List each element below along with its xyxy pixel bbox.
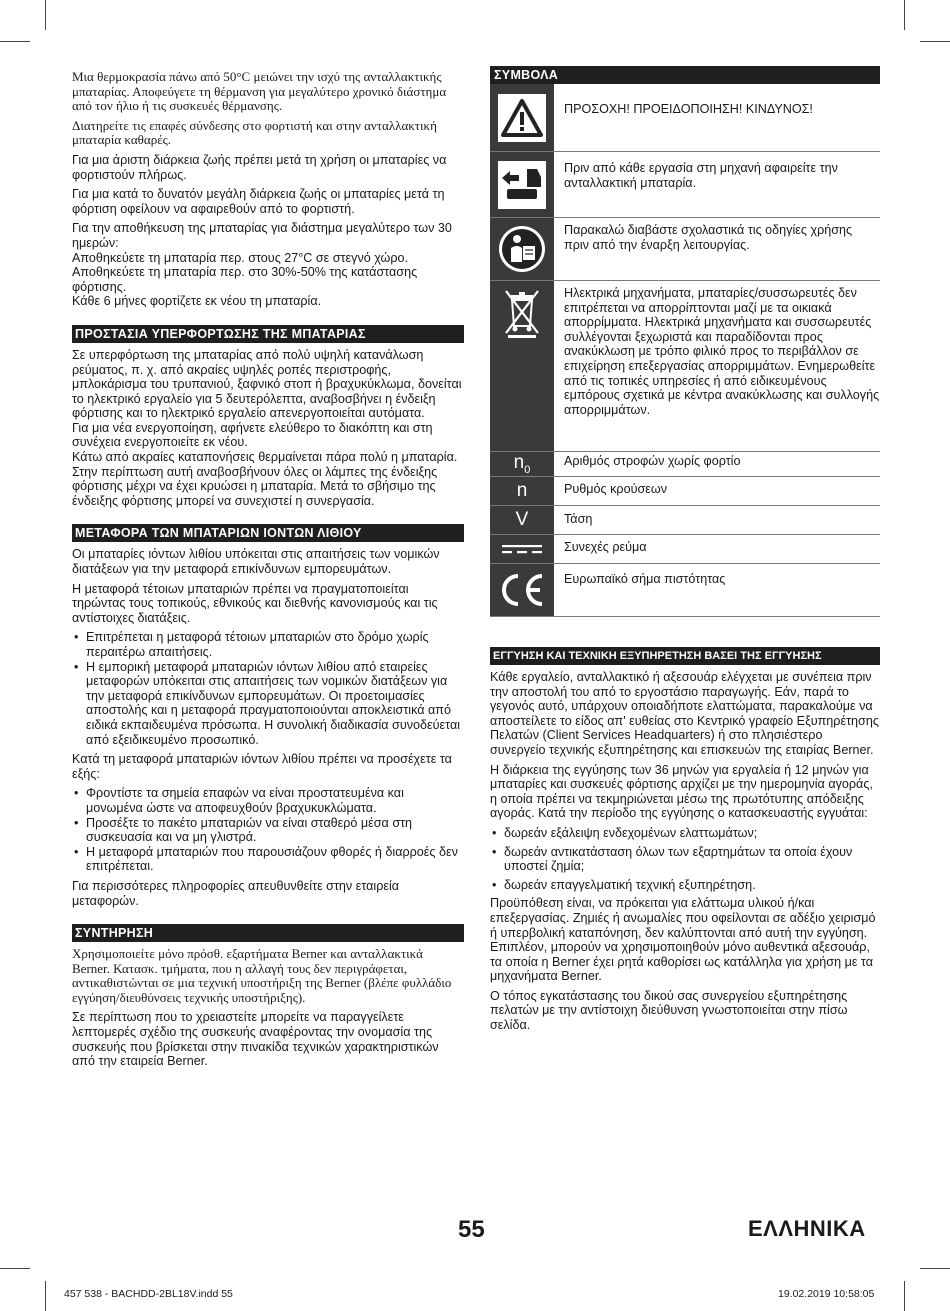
- paragraph: Κάθε 6 μήνες φορτίζετε εκ νέου τη μπαταρία.: [72, 294, 322, 309]
- language-label: ΕΛΛΗΝΙΚΑ: [748, 1216, 866, 1241]
- symbol-cell: [490, 564, 554, 616]
- dc-current-icon: [500, 542, 544, 556]
- file-info: 457 538 - BACHDD-2BL18V.indd 55: [64, 1288, 233, 1300]
- symbol-text: Παρακαλώ διαβάστε σχολαστικά τις οδηγίες χρήσης πριν από την έναρξη λειτουργίας.: [564, 223, 853, 252]
- symbol-row: [490, 152, 880, 218]
- n-symbol: n: [516, 480, 528, 501]
- paragraph: Σε υπερφόρτωση της μπαταρίας από πολύ υψηλή κατανάλωση ρεύματος, π. χ. από ακραίες υψηλές ροπές περιστροφής, μπλοκάρισμα του τρυπανιού, ξαφνικό στοπ ή βραχυκύκλωμα, δονείται το ηλεκτρικό εργαλείο για 5 δευτερόλεπτα, αναβοσβήνει η ένδειξη φόρτισης και το ηλεκτρικό εργαλείο απενεργοποιείται αυτόματα.: [72, 347, 462, 421]
- right-column: [490, 66, 880, 1038]
- symbol-row: [490, 84, 880, 152]
- read-manual-icon: [497, 224, 547, 274]
- list-item: • Προσέξτε το πακέτο μπαταριών να είναι σταθερό μέσα στη συσκευασία και να μη γλιστρά.: [72, 816, 464, 845]
- paragraph: Αποθηκεύετε τη μπαταρία περ. στο 30%-50% της κατάστασης φόρτισης.: [72, 265, 418, 294]
- crop-mark: [45, 0, 46, 30]
- crop-mark: [920, 41, 950, 42]
- paragraph: Αποθηκεύετε τη μπαταρία περ. στους 27°C σε στεγνό χώρο.: [72, 250, 409, 265]
- paragraph: Για μια άριστη διάρκεια ζωής πρέπει μετά τη χρήση οι μπαταρίες να φορτιστούν πλήρως.: [72, 152, 447, 182]
- paragraph: Για περισσότερες πληροφορίες απευθυνθείτε στην εταιρεία μεταφορών.: [72, 878, 400, 908]
- paragraph: Κάτω από ακραίες καταπονήσεις θερμαίνεται πάρα πολύ η μπαταρία. Στην περίπτωση αυτή αναβοσβήνουν όλες οι λάμπες της ένδειξης φόρτισης μέχρι να έχει κρυώσει η μπαταρία. Μετά το σβήσιμο της ένδειξης φόρτισης μπορεί να συνεχιστεί η συνεργασία.: [72, 450, 458, 508]
- symbol-text: Ρυθμός κρούσεων: [564, 482, 667, 496]
- symbol-glyph: n: [513, 452, 525, 474]
- list-item: • Επιτρέπεται η μεταφορά τέτοιων μπαταριών στο δρόμο χωρίς περαιτέρω απαιτήσεις.: [72, 630, 464, 659]
- section-heading-transport: ΜΕΤΑΦΟΡΑ ΤΩΝ ΜΠΑΤΑΡΙΩΝ ΙΟΝΤΩΝ ΛΙΘΙΟΥ: [72, 524, 464, 542]
- symbol-text: Συνεχές ρεύμα: [564, 540, 647, 554]
- list-item: • δωρεάν αντικατάσταση όλων των εξαρτημάτων τα οποία έχουν υποστεί ζημία;: [490, 845, 880, 874]
- crop-mark: [904, 1281, 905, 1311]
- symbol-row: [490, 218, 880, 281]
- symbol-cell: [490, 452, 554, 476]
- symbol-text: Ευρωπαϊκό σήμα πιστότητας: [564, 572, 726, 586]
- left-column: [72, 70, 464, 1074]
- paragraph: Η διάρκεια της εγγύησης των 36 μηνών για εργαλεία ή 12 μηνών για μπαταρίες και συσκευές φόρτισης αρχίζει με την ημερομηνία αγοράς, η οποία πρέπει να τεκμηριώνεται μέσω της πρωτότυπης απόδειξης αγοράς. Κατά την περίοδο της εγγύησης ο κατασκευαστής εγγυάται:: [490, 762, 873, 821]
- crop-mark: [0, 41, 30, 42]
- symbol-text: Πριν από κάθε εργασία στη μηχανή αφαιρείτε την ανταλλακτική μπαταρία.: [564, 161, 838, 190]
- list-item: • Φροντίστε τα σημεία επαφών να είναι προστατευμένα και μονωμένα ώστε να αποφευχθούν βραχυκυκλώματα.: [72, 786, 464, 815]
- paragraph: Για μια νέα ενεργοποίηση, αφήνετε ελεύθερο το διακόπτη και στη συνέχεια ενεργοποιείτε εκ νέου.: [72, 420, 433, 450]
- list-item: • δωρεάν εξάλειψη ενδεχομένων ελαττωμάτων;: [490, 826, 880, 841]
- section-heading-overload: ΠΡΟΣΤΑΣΙΑ ΥΠΕΡΦΟΡΤΩΣΗΣ ΤΗΣ ΜΠΑΤΑΡΙΑΣ: [72, 325, 464, 343]
- list-item: • Η εμπορική μεταφορά μπαταριών ιόντων λιθίου από εταιρείες μεταφορών υπόκειται στις απαιτήσεις των νομικών διατάξεων για την μεταφορά επικίνδυνων εμπορευμάτων. Οι προετοιμασίες αποστολής και η μεταφορά πραγματοποιούνται αποκλειστικά από ειδικά εκπαιδευμένα πρόσωπα. Η συνολική διαδικασία συνοδεύεται από εξειδικευμένο προσωπικό.: [72, 660, 464, 748]
- paragraph: Ο τόπος εγκατάστασης του δικού σας συνεργείου εξυπηρέτησης πελατών με την αντίστοιχη διεύθυνση γνωστοποιείται στην πίσω σελίδα.: [490, 988, 848, 1033]
- symbol-row: [490, 506, 880, 535]
- symbol-row: [490, 535, 880, 564]
- ce-mark-icon: [498, 573, 546, 607]
- symbol-cell: [490, 535, 554, 563]
- paragraph: Προϋπόθεση είναι, να πρόκειται για ελάττωμα υλικού ή/και επεξεργασίας. Ζημιές ή ανωμαλίες που οφείλονται σε αδέξιο χειρισμό ή υπερβολική καταπόνηση, δεν καλύπτονται από αυτή την εγγύηση. Επιπλέον, μπορούν να χρησιμοποιηθούν μόνο αυθεντικά αξεσουάρ, τα οποία η Berner έχει ρητά καθορίσει ως κατάλληλα για χρήση με τα μηχανήματα Berner.: [490, 896, 876, 984]
- crop-mark: [45, 1281, 46, 1311]
- n0-symbol: [514, 452, 531, 476]
- symbol-text: Τάση: [564, 512, 593, 526]
- list-item: • Η μεταφορά μπαταριών που παρουσιάζουν φθορές ή διαρροές δεν επιτρέπεται.: [72, 845, 464, 874]
- page-number: 55: [458, 1216, 485, 1243]
- paragraph: Κάθε εργαλείο, ανταλλακτικό ή αξεσουάρ ελέγχεται με συνέπεια πριν την αποστολή του από το εργοστάσιο παραγωγής. Εάν, παρά το γεγονός αυτό, υπάρχουν οποιαδήποτε ελαττώματα, παρακαλούμε να αποστείλετε το είδος απ' ευθείας στο Κεντρικό γραφείο Εξυπηρέτησης Πελατών (Client Services Headquarters) ή στο πλησιέστερο συνεργείο τεχνικής εξυπηρέτησης και επισκευών της εταιρίας Berner.: [490, 670, 879, 757]
- symbol-text: Ηλεκτρικά μηχανήματα, μπαταρίες/συσσωρευτές δεν επιτρέπεται να απορρίπτονται μαζί με τα οικιακά απορρίμματα. Ηλεκτρικά μηχανήματα και συσσωρευτές συλλέγονται ξεχωριστά και παραδίδονται προς ανακύκλωση με τρόπο φιλικό προς το περιβάλλον σε επιχείρηση επεξεργασίας απορριμμάτων. Ενημερωθείτε από τις τοπικές υπηρεσίες ή από ειδικευμένους εμπόρους σχετικά με κέντρα ανακύκλωσης και συλλογής απορριμμάτων.: [564, 286, 880, 417]
- remove-battery-icon: [498, 161, 546, 209]
- symbol-subscript: 0: [524, 463, 531, 476]
- paragraph: Κατά τη μεταφορά μπαταριών ιόντων λιθίου πρέπει να προσέχετε τα εξής:: [72, 752, 452, 781]
- paragraph: Χρησιμοποιείτε μόνο πρόσθ. εξαρτήματα Berner και ανταλλακτικά Berner. Κατασκ. τμήματα, που η αλλαγή τους δεν περιγράφεται, αντικαθιστώνται σε μια τεχνική υποστήριξη της Berner (βλέπε φυλλάδιο εγγύηση/διευθύνσεις τεχνικής υποστήριξης).: [72, 946, 452, 1005]
- list-item: • δωρεάν επαγγελματική τεχνική εξυπηρέτηση.: [490, 878, 880, 893]
- symbol-row: [490, 281, 880, 452]
- print-timestamp: 19.02.2019 10:58:05: [778, 1288, 875, 1300]
- symbol-text: Αριθμός στροφών χωρίς φορτίο: [564, 454, 741, 468]
- section-heading-symbols: ΣΥΜΒΟΛΑ: [490, 66, 880, 84]
- symbol-row: [490, 564, 880, 617]
- weee-bin-icon: [502, 287, 542, 339]
- symbol-cell: [490, 506, 554, 534]
- paragraph: Για την αποθήκευση της μπαταρίας για διάστημα μεγαλύτερο των 30 ημερών:: [72, 221, 452, 250]
- symbol-cell: [490, 84, 554, 151]
- crop-mark: [0, 1268, 30, 1269]
- symbol-row: [490, 452, 880, 477]
- crop-mark: [920, 1268, 950, 1269]
- paragraph: Μια θερμοκρασία πάνω από 50°C μειώνει την ισχύ της ανταλλακτικής μπαταρίας. Αποφεύγετε τη θέρμανση για μεγαλύτερο χρονικό διάστημα από τον ήλιο ή τις συσκευές θέρμανσης.: [72, 69, 447, 114]
- paragraph: Σε περίπτωση που το χρειαστείτε μπορείτε να παραγγείλετε λεπτομερές σχέδιο της συσκευής αναφέροντας την ονομασία της συσκευής που βρίσκεται στην πινακίδα τεχνικών χαρακτηριστικών από την εταιρεία Berner.: [72, 1010, 439, 1069]
- volt-symbol: V: [515, 509, 529, 530]
- symbol-text: ΠΡΟΣΟΧΗ! ΠΡΟΕΙΔΟΠΟΙΗΣΗ! ΚΙΝΔΥΝΟΣ!: [564, 102, 813, 116]
- crop-mark: [904, 0, 905, 30]
- symbol-row: [490, 477, 880, 506]
- paragraph: Για μια κατά το δυνατόν μεγάλη διάρκεια ζωής οι μπαταρίες μετά τη φόρτιση οφείλουν να αφαιρεθούν από το φορτιστή.: [72, 187, 445, 216]
- warning-triangle-icon: [498, 94, 546, 142]
- symbol-cell: [490, 477, 554, 505]
- paragraph: Διατηρείτε τις επαφές σύνδεσης στο φορτιστή και στην ανταλλακτική μπαταρία καθαρές.: [72, 117, 437, 148]
- symbol-cell: [490, 152, 554, 217]
- section-heading-warranty: ΕΓΓΥΗΣΗ ΚΑΙ ΤΕΧΝΙΚΗ ΕΞΥΠΗΡΕΤΗΣΗ ΒΑΣΕΙ ΤΗΣ ΕΓΓΥΗΣΗΣ: [490, 647, 880, 665]
- paragraph: Οι μπαταρίες ιόντων λιθίου υπόκειται στις απαιτήσεις των νομικών διατάξεων για την μεταφορά επικίνδυνων εμπορευμάτων.: [72, 547, 440, 577]
- paragraph: Η μεταφορά τέτοιων μπαταριών πρέπει να πραγματοποιείται τηρώντας τους τοπικούς, εθνικούς και διεθνής κανονισμούς και τις αντίστοιχες διατάξεις.: [72, 581, 438, 625]
- symbol-cell: [490, 218, 554, 280]
- section-heading-maintenance: ΣΥΝΤΗΡΗΣΗ: [72, 924, 464, 942]
- symbol-cell: [490, 281, 554, 451]
